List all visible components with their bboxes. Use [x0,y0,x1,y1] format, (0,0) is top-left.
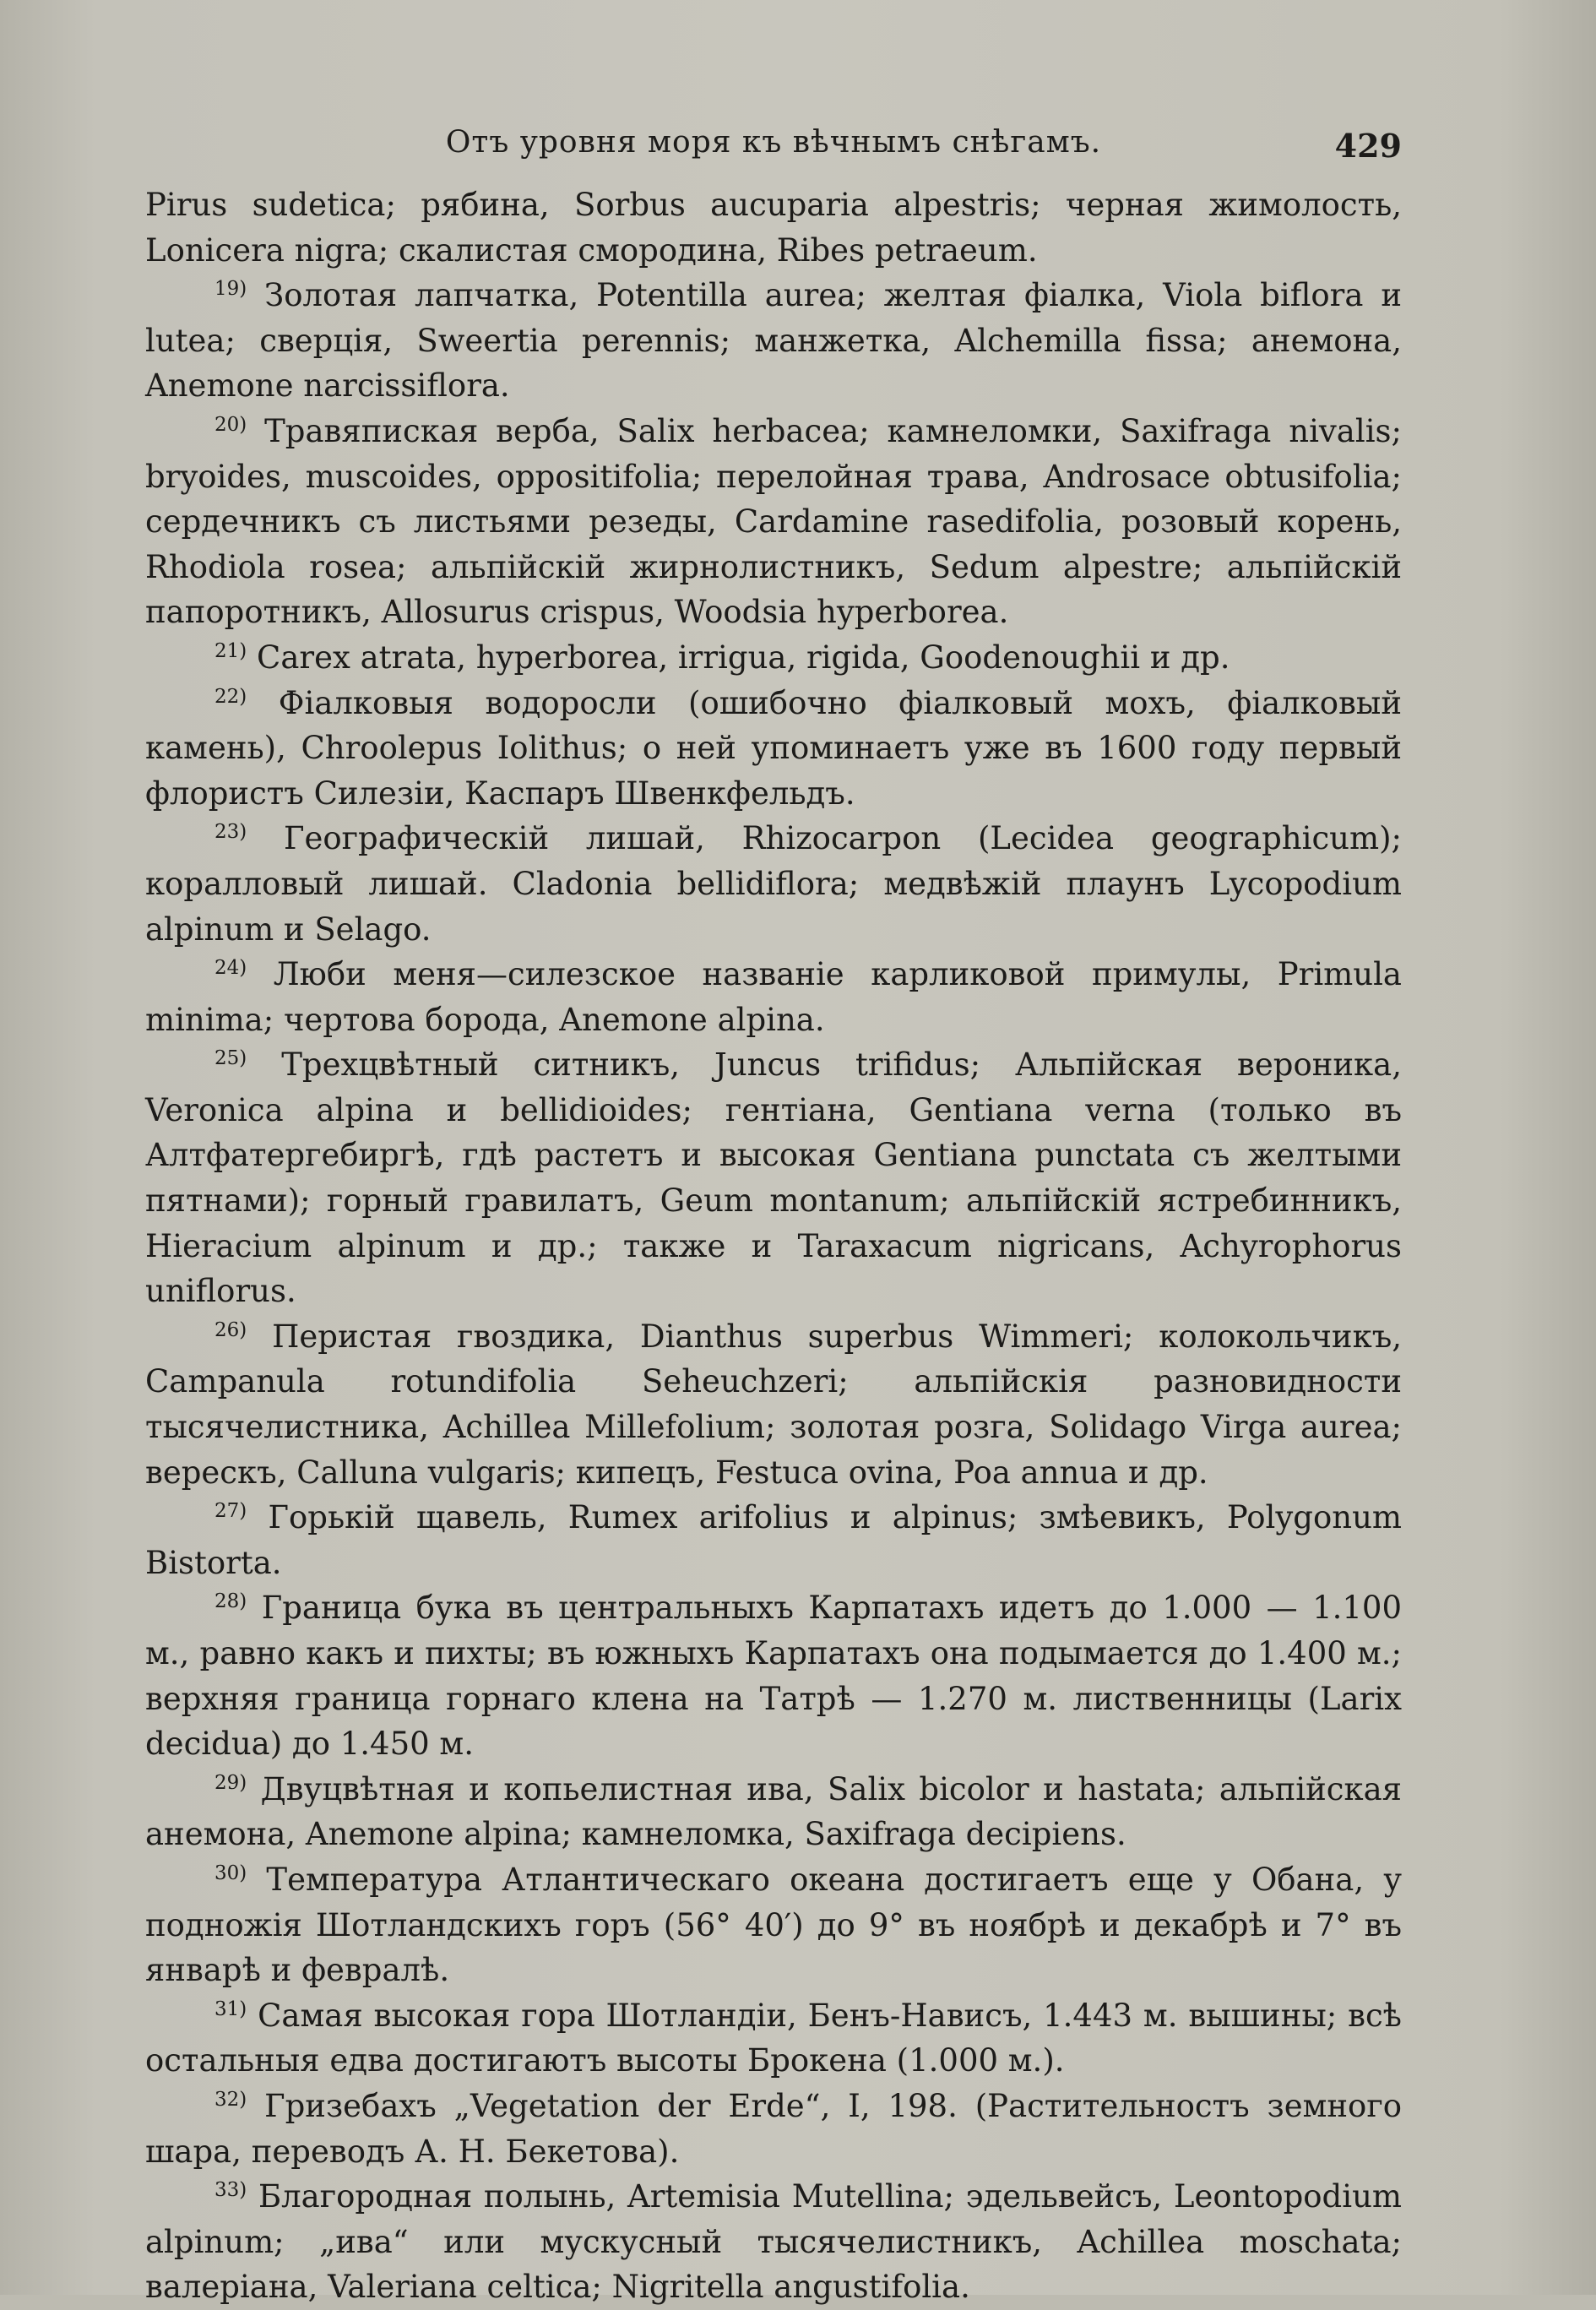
footnote-32 [145,2084,1402,2174]
footnote-number: 31) [214,1997,247,2020]
footnote-text: Географическій лишай, Rhizocarpon (Lecidea geographicum); коралловый лишай. Cladonia bellidiflora; медвѣжій плаунъ Lycopodium alpinum и Selago. [145,820,1402,948]
footnote-number: 32) [214,2088,247,2111]
footnote-number: 24) [214,957,247,980]
page-number: 429 [1334,127,1402,165]
footnote-text: Carex atrata, hyperborea, irrigua, rigida, Goodenoughii и др. [247,639,1230,676]
footnote-number: 27) [214,1500,247,1523]
footnotes-body [145,182,1402,2310]
footnote-number: 25) [214,1047,247,1070]
footnote-24 [145,952,1402,1042]
footnote-number: 28) [214,1590,247,1613]
running-title: Отъ уровня моря къ вѣчнымъ снѣгамъ. [445,125,1102,160]
footnote-28 [145,1585,1402,1766]
footnote-text: Благородная полынь, Artemisia Mutellina; эдельвейсъ, Leontopodium alpinum; „ива“ или мускусный тысячелистникъ, Achillea moschata; валеріана, Valeriana celtica; Nigritella angustifolia. [145,2178,1402,2306]
footnote-26 [145,1314,1402,1495]
footnote-text: Граница бука въ центральныхъ Карпатахъ идетъ до 1.000 — 1.100 м., равно какъ и пихты; въ южныхъ Карпатахъ она подымается до 1.400 м.; верхняя граница горнаго клена на Татрѣ — 1.270 м. лиственницы (Larix decidua) до 1.450 м. [145,1590,1402,1763]
footnote-number: 29) [214,1771,247,1794]
footnote-number: 26) [214,1318,247,1341]
footnote-text: Температура Атлантическаго океана достигаетъ еще у Обана, у подножія Шотландскихъ горъ (56° 40′) до 9° въ ноябрѣ и декабрѣ и 7° въ январѣ и февралѣ. [145,1861,1402,1989]
footnote-30 [145,1857,1402,1993]
footnote-21 [145,635,1402,681]
footnote-text: Люби меня—силезское названіе карликовой примулы, Primula minima; чертова борода, Anemone alpina. [145,956,1402,1038]
footnote-text: Двуцвѣтная и копьелистная ива, Salix bicolor и hastata; альпійская анемона, Anemone alpina; камнеломка, Saxifraga decipiens. [145,1770,1402,1853]
continuation-paragraph: Pirus sudetica; рябина, Sorbus aucuparia alpestris; черная жимолость, Lonicera nigra; скалистая смородина, Ribes petraeum. [145,187,1402,269]
footnote-33 [145,2174,1402,2310]
footnote-number: 22) [214,685,247,708]
footnote-text: Гризебахъ „Vegetation der Erde“, I, 198. (Растительностъ земного шара, переводъ А. Н. Бекетова). [145,2087,1402,2170]
footnote-25 [145,1042,1402,1314]
footnote-29 [145,1767,1402,1857]
footnote-20 [145,409,1402,635]
footnote-number: 33) [214,2179,247,2202]
footnote-text: Самая высокая гора Шотландіи, Бенъ-Нависъ, 1.443 м. вышины; всѣ остальныя едва достигаютъ высоты Брокена (1.000 м.). [145,1997,1402,2079]
footnote-23 [145,816,1402,952]
footnote-text: Трехцвѣтный ситникъ, Juncus trifidus; Альпійская вероника, Veronica alpina и bellidioides; гентіана, Gentiana verna (только въ Алтфатергебиргѣ, гдѣ растетъ и высокая Gentiana punctata съ желтыми пятнами); горный гравилатъ, Geum montanum; альпійскій ястребинникъ, Hieracium alpinum и др.; также и Taraxacum nigricans, Achyrophorus uniflorus. [145,1046,1402,1310]
footnote-number: 30) [214,1862,247,1884]
footnote-text: Перистая гвоздика, Dianthus superbus Wimmeri; колокольчикъ, Campanula rotundifolia Seheuchzeri; альпійскія разновидности тысячелистника, Achillea Millefolium; золотая розга, Solidago Virga aurea; верескъ, Calluna vulgaris; кипецъ, Festuca ovina, Poa annua и др. [145,1318,1402,1491]
footnote-19 [145,273,1402,409]
footnote-text: Травяпиская верба, Salix herbacea; камнеломки, Saxifraga nivalis; bryoides, muscoides, oppositifolia; перелойная трава, Androsace obtusifolia; сердечникъ съ листьями резеды, Cardamine rasedifolia, розовый корень, Rhodiola rosea; альпійскій жирнолистникъ, Sedum alpestre; альпійскій папоротникъ, Allosurus crispus, Woodsia hyperborea. [145,412,1402,631]
footnote-number: 23) [214,821,247,844]
page-header [145,125,1402,167]
footnote-27 [145,1495,1402,1585]
footnote-text: Золотая лапчатка, Potentilla aurea; желтая фіалка, Viola biflora и lutea; сверція, Sweertia perennis; манжетка, Alchemilla fissa; анемона, Anemone narcissiflora. [145,277,1402,405]
footnote-number: 20) [214,413,247,436]
footnote-22 [145,681,1402,817]
footnote-text: Горькій щавель, Rumex arifolius и alpinus; змѣевикъ, Polygonum Bistorta. [145,1499,1402,1581]
footnote-number: 19) [214,278,247,301]
footnote-31 [145,1993,1402,2084]
footnote-number: 21) [214,639,247,662]
footnote-text: Фіалковыя водоросли (ошибочно фіалковый мохъ, фіалковый камень), Chroolepus Iolithus; о ней упоминаетъ уже въ 1600 году первый флористъ Силезіи, Каспаръ Швенкфельдъ. [145,684,1402,812]
